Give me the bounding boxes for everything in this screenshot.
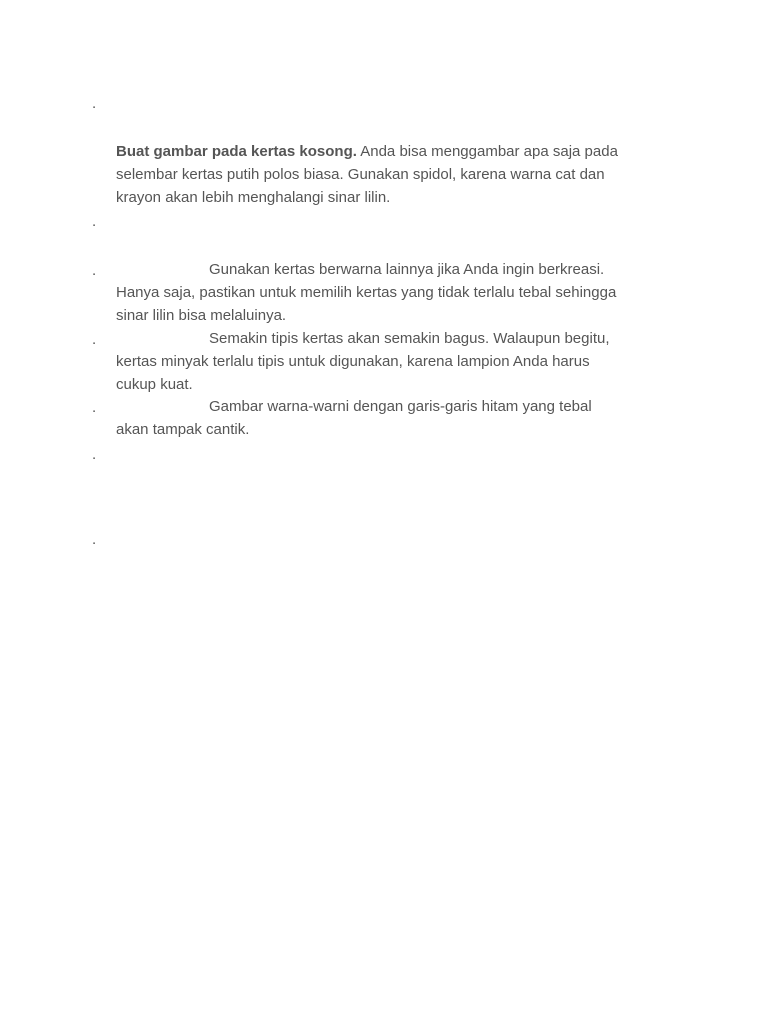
bullet-mark: . [92, 531, 97, 548]
paragraph-text: Gambar warna-warni dengan garis-garis hitam yang tebal akan tampak cantik. [116, 398, 592, 438]
bullet-mark: . [92, 399, 97, 416]
paragraph-text: Gunakan kertas berwarna lainnya jika Anda ingin berkreasi. Hanya saja, pastikan untuk memilih kertas yang tidak terlalu tebal sehingga sinar lilin bisa melaluinya. [116, 261, 617, 324]
paragraph-text: Anda bisa menggambar apa saja pada selembar kertas putih polos biasa. Gunakan spidol, karena warna cat dan krayon akan lebih menghalangi sinar lilin. [116, 143, 618, 206]
paragraph-draw-on-blank-paper [116, 140, 626, 209]
bullet-mark: . [92, 95, 97, 112]
bullet-mark: . [92, 446, 97, 463]
bullet-mark: . [92, 331, 97, 348]
paragraph-colorful-drawing [116, 395, 626, 441]
paragraph-colored-paper [116, 258, 626, 327]
bullet-mark: . [92, 213, 97, 230]
paragraph-thin-paper [116, 327, 626, 396]
paragraph-bold-lead: Buat gambar pada kertas kosong. [116, 143, 357, 160]
paragraph-text: Semakin tipis kertas akan semakin bagus. Walaupun begitu, kertas minyak terlalu tipis untuk digunakan, karena lampion Anda harus cukup kuat. [116, 330, 610, 393]
bullet-mark: . [92, 262, 97, 279]
